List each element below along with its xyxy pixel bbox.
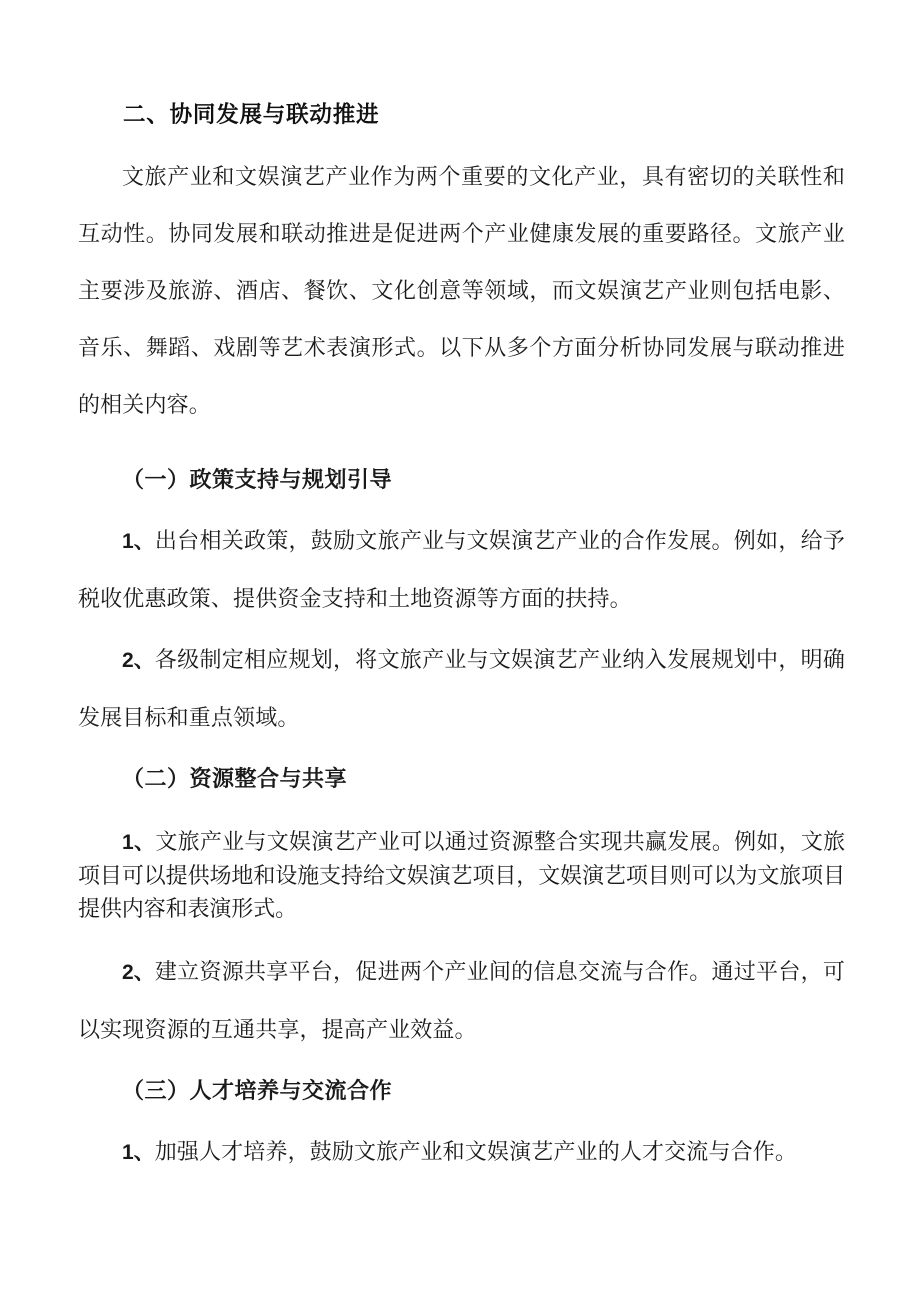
subsection-heading-1: （一）政策支持与规划引导	[122, 467, 393, 492]
item-text: 文旅产业与文娱演艺产业可以通过资源整合实现共赢发展。例如，文旅项目可以提供场地和设施支持给文娱演艺项目，文娱演艺项目则可以为文旅项目提供内容和表演形式。	[78, 829, 846, 921]
item-number: 1、	[122, 1141, 155, 1164]
item-number: 1、	[122, 831, 156, 854]
subsection-heading-2: （二）资源整合与共享	[122, 766, 348, 791]
list-item	[78, 1123, 845, 1181]
spacer	[78, 925, 845, 943]
item-text: 加强人才培养，鼓励文旅产业和文娱演艺产业的人才交流与合作。	[154, 1139, 798, 1164]
item-text: 建立资源共享平台，促进两个产业间的信息交流与合作。通过平台，可以实现资源的互通共享，提高产业效益。	[78, 959, 846, 1042]
page-title: 二、协同发展与联动推进	[123, 102, 380, 127]
page-content	[78, 0, 845, 1181]
item-text: 各级制定相应规划，将文旅产业与文娱演艺产业纳入发展规划中，明确发展目标和重点领域。	[78, 647, 846, 730]
item-text: 出台相关政策，鼓励文旅产业与文娱演艺产业的合作发展。例如，给予税收优惠政策、提供资金支持和土地资源等方面的扶持。	[78, 528, 846, 611]
subsection-heading-3: （三）人才培养与交流合作	[122, 1078, 393, 1103]
item-number: 2、	[122, 961, 155, 984]
item-number: 2、	[122, 649, 155, 672]
spacer	[78, 807, 845, 825]
spacer	[78, 130, 845, 140]
list-item	[78, 825, 845, 925]
item-number: 1、	[122, 530, 155, 553]
list-item	[78, 512, 845, 627]
list-item	[78, 631, 845, 746]
intro-paragraph: 文旅产业和文娱演艺产业作为两个重要的文化产业，具有密切的关联性和互动性。协同发展和联动推进是促进两个产业健康发展的重要路径。文旅产业主要涉及旅游、酒店、餐饮、文化创意等领域，而文娱演艺产业则包括电影、音乐、舞蹈、戏剧等艺术表演形式。以下从多个方面分析协同发展与联动推进的相关内容。	[78, 164, 845, 417]
spacer	[78, 433, 845, 451]
list-item	[78, 943, 845, 1058]
